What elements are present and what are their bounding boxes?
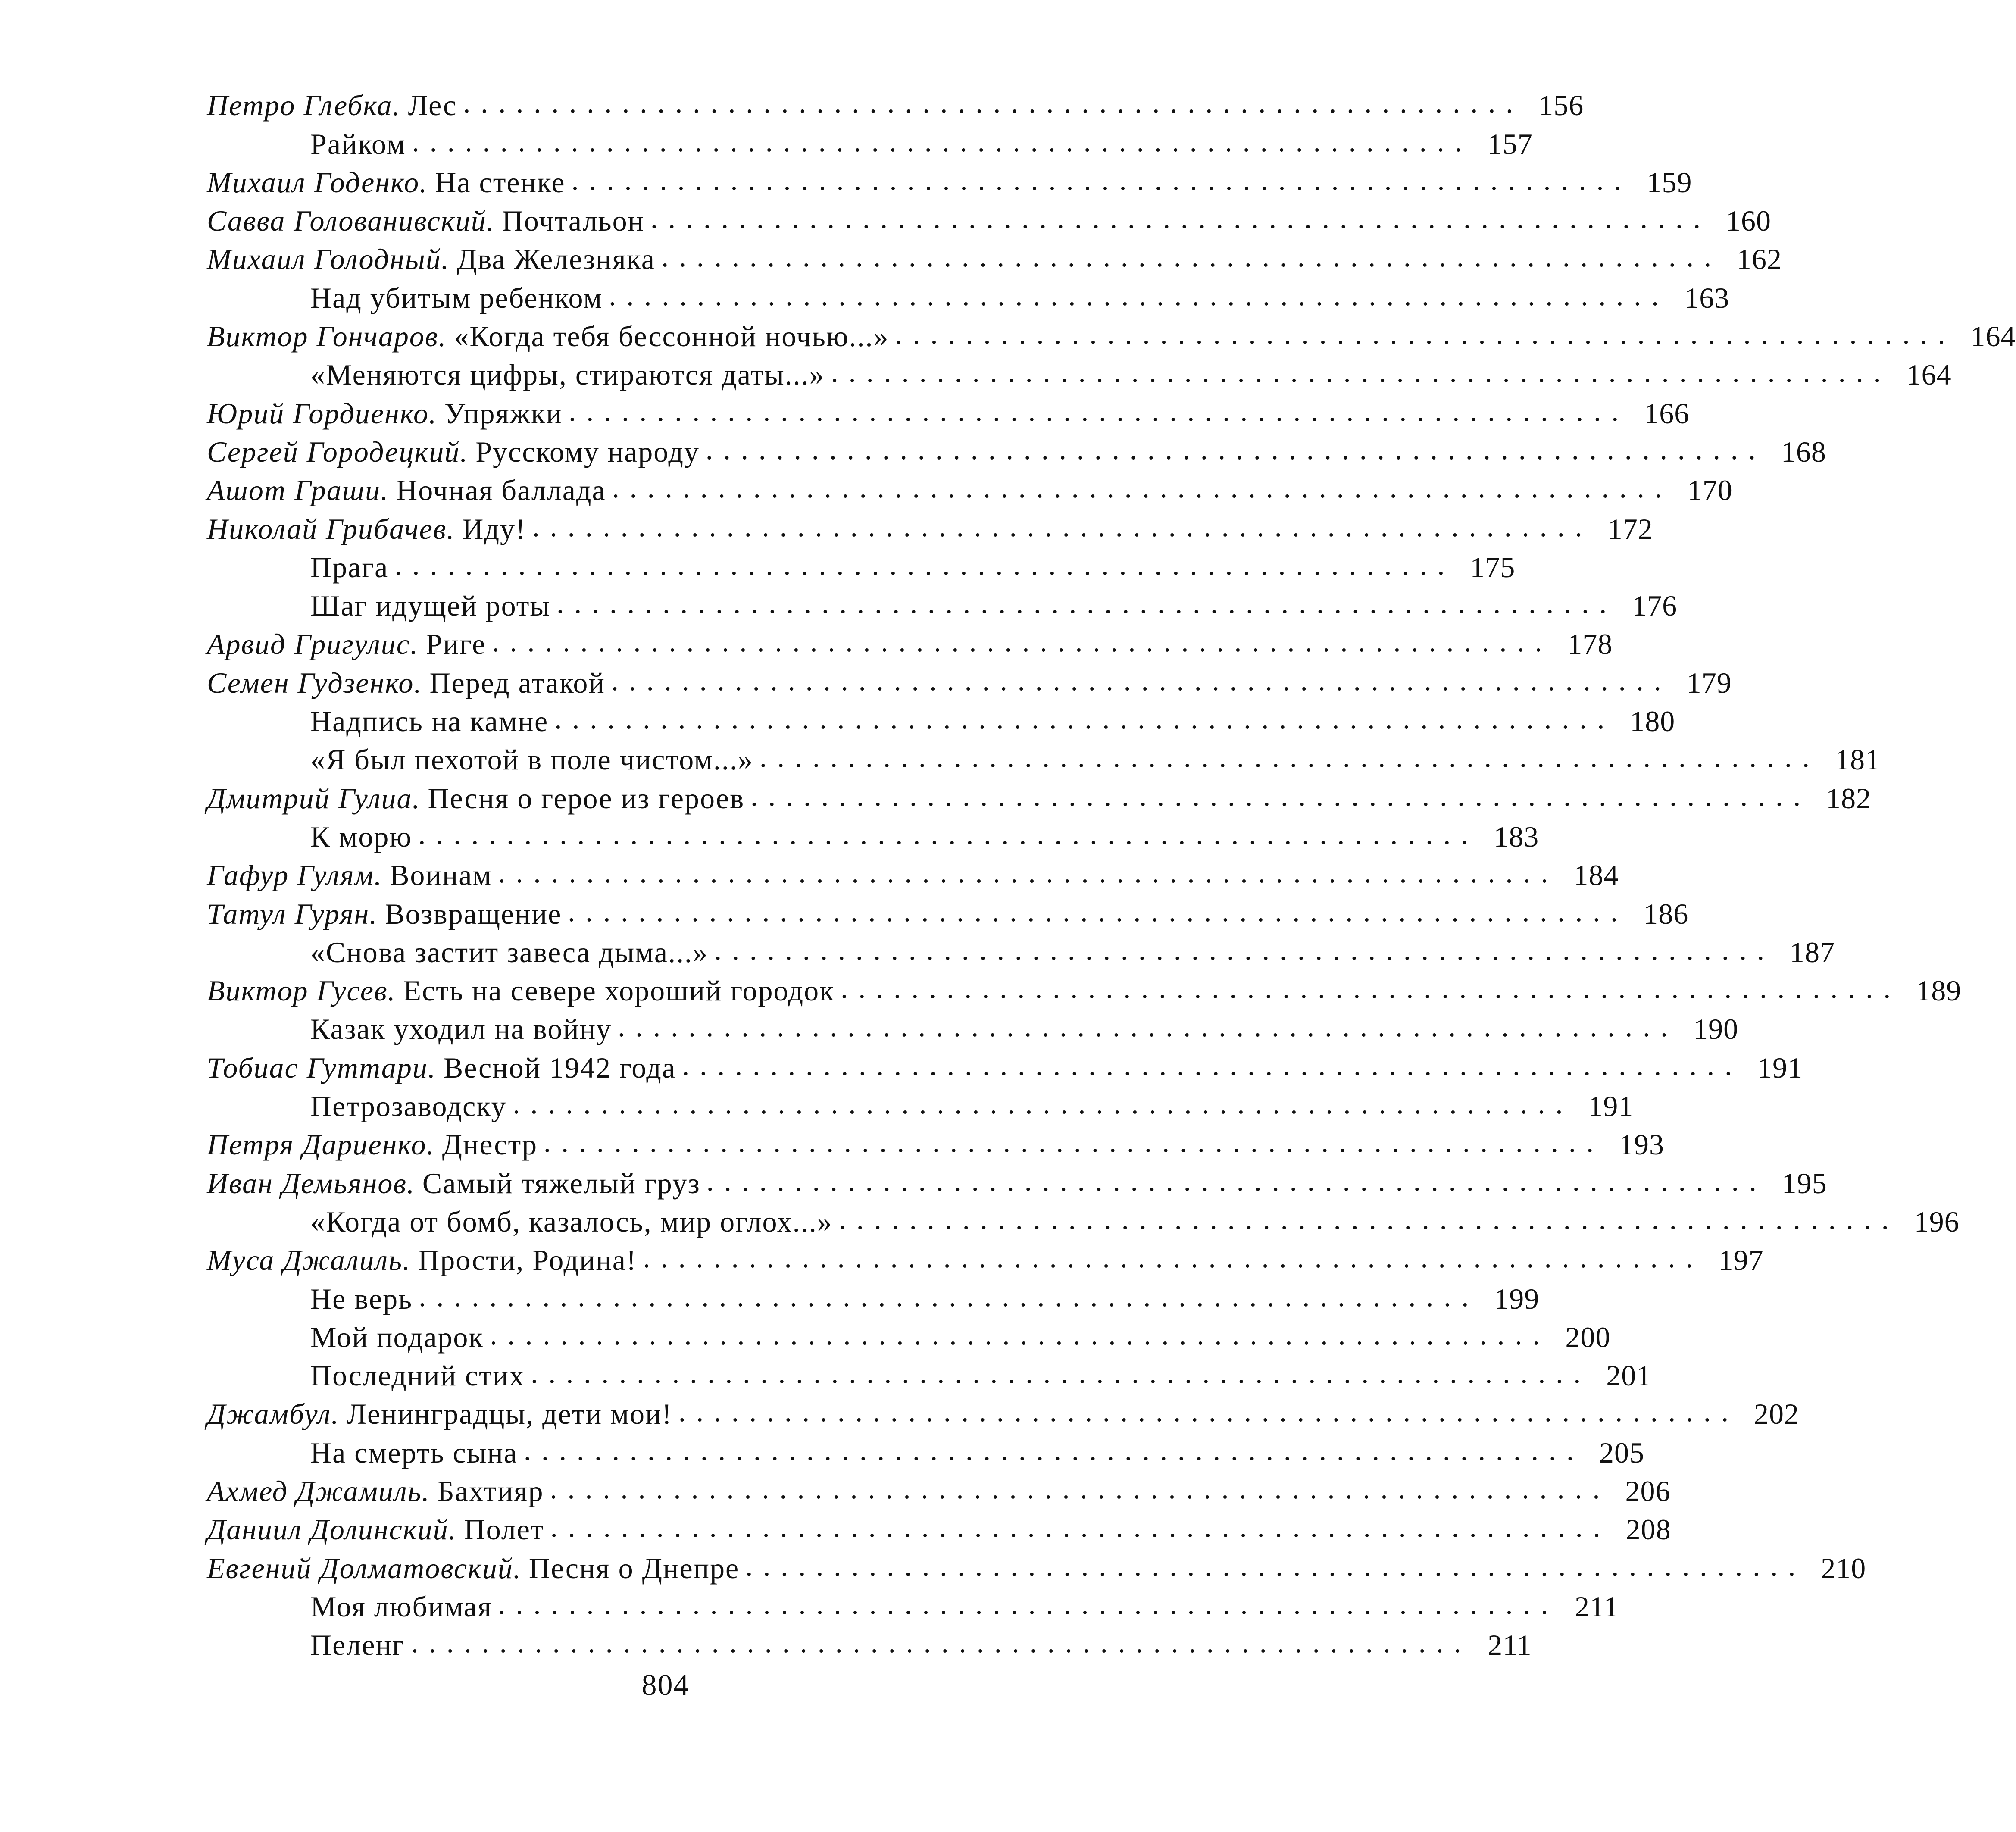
toc-entry-text [207, 1549, 739, 1588]
toc-entry-text [310, 818, 412, 856]
toc-page-number: 160 [1725, 204, 1771, 238]
toc-page-number: 183 [1494, 820, 1539, 853]
toc-entry-text [207, 86, 457, 125]
toc-entry-text [310, 702, 548, 741]
toc-title: «Когда от бомб, казалось, мир оглох...» [310, 1205, 833, 1238]
toc-entry [207, 394, 1690, 432]
toc-page-number: 178 [1567, 628, 1613, 661]
toc-title: Казак уходил на войну [310, 1013, 612, 1046]
toc-entry-text [310, 1010, 612, 1048]
dot-leader: ............................................................ [394, 548, 1455, 581]
toc-entry-text [207, 1164, 700, 1203]
toc-entry [207, 1087, 1634, 1125]
dot-leader: ............................................................ [714, 933, 1775, 966]
toc-title: Воинам [390, 859, 492, 892]
toc-page-number: 166 [1644, 397, 1690, 430]
toc-entry-text [207, 394, 563, 433]
toc-page-number: 163 [1684, 281, 1730, 314]
toc-title: К морю [310, 820, 413, 853]
toc-entry [207, 1510, 1671, 1549]
toc-entry-text [207, 1510, 544, 1549]
toc-page-number: 159 [1647, 166, 1692, 199]
toc-entry-text [310, 1087, 506, 1125]
dot-leader: ............................................................ [513, 1087, 1573, 1120]
dot-leader: ............................................................ [568, 894, 1628, 928]
toc-entry [207, 1318, 1611, 1357]
toc-title: Райком [310, 127, 406, 160]
dot-leader: ............................................................ [412, 125, 1472, 158]
dot-leader: ............................................................ [706, 1164, 1767, 1197]
dot-leader: ............................................................ [498, 856, 1559, 889]
toc-page-number: 202 [1754, 1397, 1800, 1431]
toc-author: Ахмед Джамиль. [207, 1474, 430, 1507]
toc-author: Арвид Григулис. [207, 628, 419, 661]
toc-title: Последний стих [310, 1359, 525, 1392]
toc-entry [207, 1433, 1644, 1472]
toc-title: Песня о герое из героев [428, 782, 745, 815]
toc-page-number: 181 [1835, 743, 1881, 776]
toc-author: Джамбул. [207, 1397, 340, 1431]
dot-leader: ............................................................ [650, 202, 1711, 235]
toc-author: Юрий Гордиенко. [207, 397, 437, 430]
toc-author: Тобиас Гуттари. [207, 1051, 436, 1084]
toc-page-number: 191 [1588, 1090, 1634, 1123]
toc-title: Мой подарок [310, 1320, 484, 1354]
toc-entry [207, 663, 1732, 702]
toc-title: Прага [310, 550, 389, 584]
toc-entry-text [310, 587, 550, 625]
toc-entry [207, 587, 1678, 625]
dot-leader: ............................................................ [750, 779, 1811, 812]
toc-entry-text [207, 779, 744, 818]
toc-entry [207, 471, 1733, 510]
toc-title: Ленинградцы, дети мои! [347, 1397, 673, 1431]
toc-title: Возвращение [385, 897, 562, 930]
dot-leader: ............................................................ [618, 1010, 1678, 1043]
toc-author: Сергей Городецкий. [207, 435, 469, 468]
toc-page-number: 162 [1736, 243, 1782, 276]
toc-author: Савва Голованивский. [207, 204, 495, 238]
dot-leader: ............................................................ [523, 1433, 1584, 1466]
toc-entry-text [207, 240, 655, 278]
toc-page-number: 200 [1565, 1320, 1611, 1354]
toc-entry-text [310, 548, 388, 587]
dot-leader: ............................................................ [831, 356, 1891, 389]
toc-entry [207, 625, 1613, 663]
toc-entry [207, 356, 1952, 394]
toc-author: Петро Глебка. [207, 89, 401, 122]
toc-entry-text [310, 1626, 405, 1664]
toc-page-number: 164 [1906, 358, 1952, 391]
toc-title: Самый тяжелый груз [422, 1166, 700, 1200]
toc-entry [207, 1357, 1652, 1395]
toc-author: Михаил Голодный. [207, 243, 450, 276]
toc-entry [207, 1010, 1739, 1048]
toc-entry-text [207, 972, 835, 1010]
toc-title: На стенке [435, 166, 566, 199]
toc-author: Даниил Долинский. [207, 1513, 457, 1546]
dot-leader: ............................................................ [841, 972, 1901, 1005]
dot-leader: ............................................................ [760, 741, 1820, 774]
toc-entry-text [207, 625, 486, 663]
toc-page-number: 156 [1538, 89, 1584, 122]
toc-title: Ночная баллада [396, 474, 606, 507]
toc-entry [207, 1472, 1671, 1510]
toc-entry [207, 972, 1962, 1010]
toc-page-number: 184 [1573, 859, 1619, 892]
dot-leader: ............................................................ [611, 663, 1672, 697]
toc-page-number: 193 [1619, 1128, 1665, 1161]
toc-entry [207, 125, 1533, 163]
toc-entry-text [207, 471, 606, 510]
toc-title: Не верь [310, 1282, 413, 1315]
toc-title: Почтальон [502, 204, 644, 238]
toc-entry-text [310, 1588, 492, 1626]
dot-leader: ............................................................ [532, 510, 1593, 543]
toc-entry [207, 779, 1872, 817]
dot-leader: ............................................................ [661, 240, 1722, 273]
toc-entry-text [207, 1049, 676, 1087]
toc-entry-text [310, 1357, 525, 1395]
toc-entry-text [310, 1434, 518, 1472]
toc-title: Есть на севере хороший городок [403, 974, 835, 1007]
dot-leader: ............................................................ [571, 163, 1632, 196]
toc-author: Муса Джалиль. [207, 1244, 411, 1277]
toc-title: Два Железняка [456, 243, 655, 276]
toc-title: Бахтияр [437, 1474, 544, 1507]
toc-entry-text [207, 664, 605, 702]
dot-leader: ............................................................ [895, 317, 1956, 350]
toc-entry [207, 510, 1653, 548]
toc-title: «Меняются цифры, стираются даты...» [310, 358, 825, 391]
toc-page-number: 210 [1821, 1551, 1866, 1585]
toc-entry-text [207, 433, 700, 471]
toc-entry [207, 817, 1539, 856]
dot-leader: ............................................................ [550, 1472, 1610, 1505]
toc-entry-text [310, 933, 708, 972]
toc-author: Петря Дариенко. [207, 1128, 435, 1161]
toc-page-number: 195 [1782, 1166, 1827, 1200]
toc-entry-text [310, 1280, 413, 1318]
toc-entry [207, 202, 1771, 240]
toc-title: Пеленг [310, 1629, 405, 1662]
toc-entry-text [207, 202, 644, 240]
toc-title: Полет [464, 1513, 544, 1546]
toc-author: Семен Гудзенко. [207, 666, 422, 699]
toc-page-number: 180 [1630, 705, 1675, 738]
toc-author: Николай Грибачев. [207, 512, 455, 545]
dot-leader: ............................................................ [554, 702, 1615, 735]
toc-entry [207, 1587, 1619, 1626]
toc-page-number: 208 [1625, 1513, 1671, 1546]
toc-entry [207, 1048, 1803, 1087]
toc-title: Моя любимая [310, 1590, 492, 1623]
dot-leader: ............................................................ [556, 587, 1617, 620]
toc-entry-text [310, 741, 753, 779]
toc-entry [207, 1395, 1800, 1433]
toc-author: Евгений Долматовский. [207, 1551, 522, 1585]
toc-author: Виктор Гусев. [207, 974, 396, 1007]
toc-title: Перед атакой [429, 666, 605, 699]
dot-leader: ............................................................ [612, 471, 1672, 504]
toc-entry-text [310, 125, 406, 163]
toc-entry-text [207, 317, 889, 356]
dot-leader: ............................................................ [705, 432, 1766, 466]
dot-leader: ............................................................ [531, 1357, 1591, 1390]
toc-entry [207, 1549, 1866, 1587]
toc-entry [207, 894, 1689, 933]
toc-author: Татул Гурян. [207, 897, 378, 930]
toc-entry [207, 240, 1782, 278]
toc-page-number: 175 [1470, 550, 1516, 584]
toc-entry-text [310, 1318, 484, 1357]
dot-leader: ............................................................ [550, 1510, 1611, 1544]
toc-entry-text [207, 856, 492, 894]
dot-leader: ............................................................ [498, 1587, 1559, 1620]
toc-entry-text [207, 1125, 538, 1164]
dot-leader: ............................................................ [490, 1318, 1550, 1351]
dot-leader: ............................................................ [609, 278, 1669, 312]
toc-page-number: 196 [1914, 1205, 1960, 1238]
toc-entry [207, 86, 1584, 125]
dot-leader: ............................................................ [569, 394, 1629, 427]
toc-title: Петрозаводску [310, 1090, 507, 1123]
toc-entry-text [310, 279, 603, 317]
toc-entry-text [207, 1395, 672, 1433]
toc-author: Гафур Гулям. [207, 859, 383, 892]
toc-page-number: 157 [1487, 127, 1533, 160]
toc-title: Надпись на камне [310, 705, 549, 738]
toc-page-number: 182 [1826, 782, 1872, 815]
toc-author: Дмитрий Гулиа. [207, 782, 421, 815]
toc-page-number: 187 [1790, 935, 1835, 969]
toc-entry [207, 702, 1675, 741]
dot-leader: ............................................................ [643, 1241, 1703, 1274]
toc-page-number: 197 [1718, 1244, 1764, 1277]
toc-page-number: 205 [1599, 1436, 1644, 1469]
toc-entry-text [207, 1241, 637, 1279]
toc-title: Днестр [442, 1128, 538, 1161]
toc-entry-text [207, 1472, 544, 1510]
dot-leader: ............................................................ [463, 86, 1524, 119]
toc-title: Риге [425, 628, 486, 661]
page-number: 804 [641, 1669, 690, 1702]
toc-author: Виктор Гончаров. [207, 320, 447, 353]
toc-page-number: 164 [1970, 320, 2016, 353]
toc-entry [207, 1125, 1665, 1164]
toc-title: Весной 1942 года [443, 1051, 676, 1084]
toc-entry [207, 1164, 1827, 1202]
toc-entry [207, 1202, 1960, 1241]
toc-author: Иван Демьянов. [207, 1166, 415, 1200]
dot-leader: ............................................................ [682, 1048, 1743, 1082]
toc-entry-text [310, 1203, 833, 1241]
toc-entry-text [207, 895, 562, 933]
toc-entry [207, 278, 1730, 317]
toc-title: Песня о Днепре [528, 1551, 740, 1585]
toc-title: Шаг идущей роты [310, 589, 551, 622]
dot-leader: ............................................................ [745, 1549, 1806, 1582]
toc-entry [207, 317, 2016, 356]
dot-leader: ............................................................ [544, 1125, 1604, 1159]
toc-entry [207, 548, 1516, 587]
toc-entry [207, 741, 1881, 779]
toc-entry [207, 432, 1826, 471]
dot-leader: ............................................................ [418, 817, 1479, 850]
toc-title: Русскому народу [475, 435, 700, 468]
toc-entry-text [207, 510, 526, 548]
dot-leader: ............................................................ [419, 1279, 1479, 1313]
toc-page-number: 201 [1606, 1359, 1652, 1392]
toc-title: «Снова застит завеса дыма...» [310, 935, 709, 969]
toc-page-number: 170 [1687, 474, 1733, 507]
toc-page-number: 191 [1757, 1051, 1803, 1084]
toc-title: Лес [408, 89, 457, 122]
toc-author: Ашот Граши. [207, 474, 389, 507]
toc-page-number: 190 [1693, 1013, 1739, 1046]
toc-entry-text [310, 356, 825, 394]
toc-title: На смерть сына [310, 1436, 518, 1469]
dot-leader: ............................................................ [492, 625, 1553, 658]
toc-page-number: 199 [1494, 1282, 1540, 1315]
toc-page-number: 179 [1686, 666, 1732, 699]
toc-entry [207, 163, 1692, 202]
toc-page-number: 172 [1607, 512, 1653, 545]
toc-title: Над убитым ребенком [310, 281, 603, 314]
toc-entry-text [207, 163, 566, 202]
toc-page-number: 189 [1916, 974, 1962, 1007]
toc-entry [207, 1626, 1532, 1664]
dot-leader: ............................................................ [411, 1626, 1472, 1659]
toc-title: Иду! [462, 512, 526, 545]
toc-page-number: 206 [1625, 1474, 1671, 1507]
toc-page-number: 211 [1575, 1590, 1619, 1623]
dot-leader: ............................................................ [838, 1202, 1899, 1235]
toc-author: Михаил Годенко. [207, 166, 428, 199]
toc-page-number: 176 [1632, 589, 1678, 622]
dot-leader: ............................................................ [678, 1395, 1739, 1428]
toc-title: «Когда тебя бессонной ночью...» [454, 320, 889, 353]
toc-title: Упряжки [444, 397, 563, 430]
toc-page-number: 211 [1488, 1629, 1532, 1662]
table-of-contents [207, 86, 2016, 1664]
toc-title: Прости, Родина! [418, 1244, 637, 1277]
toc-entry [207, 856, 1619, 894]
toc-entry [207, 1279, 1540, 1318]
toc-entry [207, 933, 1835, 972]
toc-title: «Я был пехотой в поле чистом...» [310, 743, 754, 776]
toc-entry [207, 1241, 1764, 1279]
toc-page-number: 168 [1781, 435, 1826, 468]
toc-page-number: 186 [1643, 897, 1689, 930]
